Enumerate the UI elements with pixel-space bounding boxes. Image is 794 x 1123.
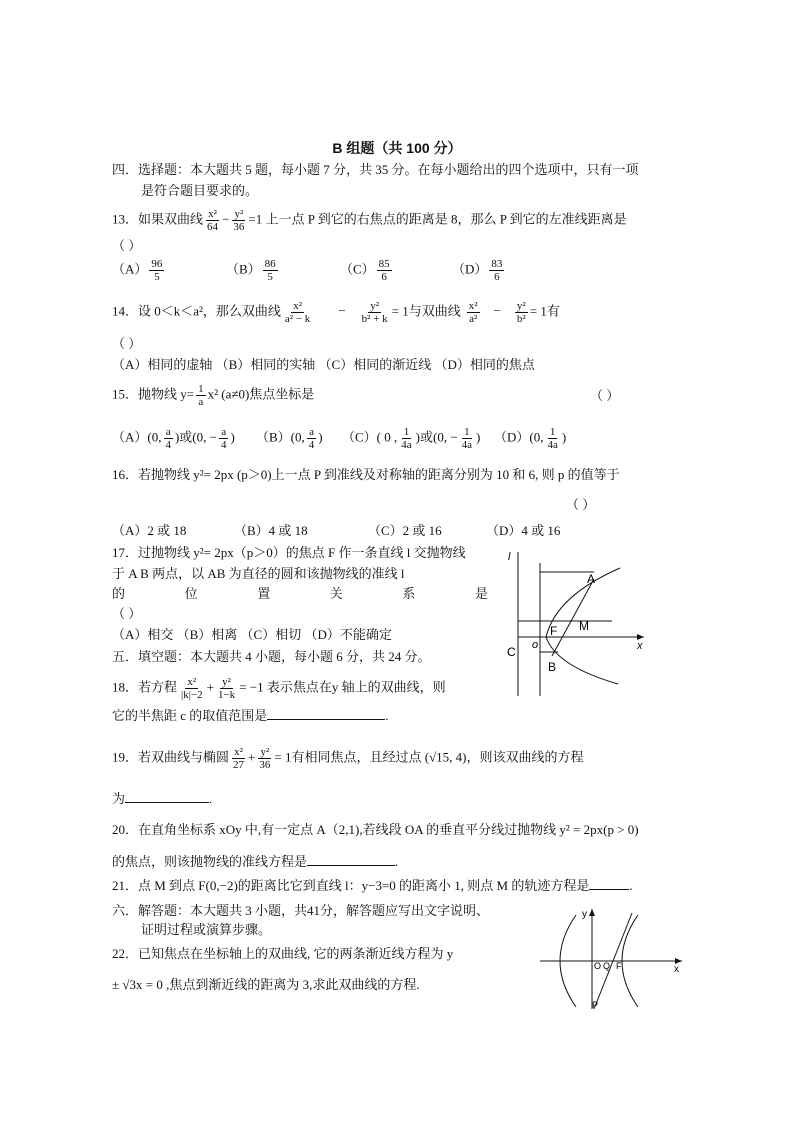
label-A: A — [587, 572, 596, 586]
label-l: l — [508, 551, 511, 563]
q13-text: =1 上一点 P 到它的右焦点的距离是 8，那么 P 到它的左准线距离是 — [248, 211, 627, 227]
q19-answer-blank[interactable] — [125, 790, 209, 803]
question-20: 20．在直角坐标系 xOy 中,有一定点 A（2,1),若线段 OA 的垂直平分线过抛物线 y² = 2px(p > 0) — [112, 822, 639, 837]
label-F: F — [550, 624, 558, 638]
q13-prefix: 13．如果双曲线 — [112, 211, 204, 227]
page-title: B 组题（共 100 分） — [332, 140, 462, 156]
q13-answer-paren: （ ） — [112, 238, 142, 253]
question-22: 22．已知焦点在坐标轴上的双曲线, 它的两条渐近线方程为 y — [112, 946, 454, 961]
question-18: 18．若方程 $\frac{\text{x²}}{|k|-2}$ + $\frac{\text{y²}}{1-k}$ = −1 表示焦点在y 轴上的双曲线，则 — [112, 676, 446, 701]
question-21: 21．点 M 到点 F(0,−2)的距离比它到直线 l：y−3=0 的距离小 1, 则点 M 的轨迹方程是 . — [112, 878, 633, 893]
section-4-heading-cont: 是符合题目要求的。 — [141, 183, 259, 198]
question-15: 15．抛物线 y= $\frac{1}{a}$ x² (a≠0)焦点坐标是 — [112, 383, 315, 408]
label-M: M — [579, 619, 589, 633]
question-17-line-2: 于 A B 两点，以 AB 为直径的圆和该抛物线的准线 l — [112, 566, 405, 581]
label-P: P — [592, 1000, 599, 1010]
q13-option-b: （B） $\frac{86}{5}$ — [226, 258, 276, 283]
q15-option-c: （C）( 0 , $\frac{1}{4a}$ )或(0, − $\frac{1}{4a}$ ) — [342, 426, 481, 451]
q16-answer-paren: （ ） — [566, 497, 596, 512]
label-y: y — [582, 909, 587, 920]
label-B: B — [548, 660, 557, 674]
q20-answer-blank[interactable] — [307, 853, 395, 866]
question-16: 16．若抛物线 y²= 2px (p＞0)上一点 P 到准线及对称轴的距离分别为 10 和 6, 则 p 的值等于 — [112, 467, 620, 482]
q15-option-a: （A）(0, $\frac{a}{4}$ )或(0, − $\frac{a}{4}$ ) — [112, 426, 235, 451]
question-20-line-2: 的焦点，则该抛物线的准线方程是 . — [112, 854, 399, 869]
section-6-heading: 六．解答题：本大题共 3 小题，共41分，解答题应写出文字说明、 — [112, 903, 490, 918]
question-22-line-2: ± √3x = 0 ,焦点到渐近线的距离为 3,求此双曲线的方程. — [112, 977, 420, 992]
section-4-heading: 四．选择题：本大题共 5 题，每小题 7 分，共 35 分。在每小题给出的四个选项中，只有一项 — [112, 162, 639, 177]
q16-option-b: （B）4 或 18 — [234, 523, 308, 538]
question-14: 14．设 0＜k＜a²，那么双曲线 $\frac{\text{x²}}{\text{a² − k}}$ − $\frac{\text{y²}}{\text{b² + k}}$ = 1与双曲线 $\frac{\text{x²}}{\text{a²}}$ − $\frac{\text{y²}}{\text{b²}}$ = 1有 — [112, 300, 560, 325]
q16-option-a: （A）2 或 18 — [112, 523, 187, 538]
q16-option-c: （C）2 或 16 — [368, 523, 442, 538]
q13-fraction-x: $\frac{\text{x²}}{64}$ — [207, 208, 219, 233]
question-18-line-2: 它的半焦距 c 的取值范围是 . — [112, 708, 389, 723]
q13-option-d: （D） $\frac{83}{6}$ — [452, 258, 503, 283]
q13-option-a: （A） $\frac{96}{5}$ — [112, 258, 163, 283]
question-13: 13．如果双曲线 $\frac{\text{x²}}{64}$ − $\frac{\text{y²}}{36}$ =1 上一点 P 到它的右焦点的距离是 8，那么 P 到它的左准线距离是 — [112, 208, 627, 233]
section-5-heading: 五．填空题：本大题共 4 小题，每小题 6 分，共 24 分。 — [112, 649, 431, 664]
q13-option-c: （C） $\frac{85}{6}$ — [340, 258, 390, 283]
label-x2: x — [674, 964, 679, 975]
q14-options: （A）相同的虚轴 （B）相同的实轴 （C）相同的渐近线 （D）相同的焦点 — [112, 357, 535, 372]
parabola-figure — [500, 548, 660, 700]
q17-options: （A）相交 （B）相离 （C）相切 （D）不能确定 — [112, 627, 392, 642]
label-Q: Q — [603, 961, 611, 971]
q15-answer-paren: （ ） — [590, 388, 620, 403]
q15-option-d: （D）(0, $\frac{1}{4a}$ ) — [494, 426, 567, 451]
hyperbola-figure — [536, 905, 686, 1013]
label-O: O — [594, 961, 602, 971]
section-6-heading-cont: 证明过程或演算步骤。 — [141, 922, 272, 937]
label-o: o — [532, 639, 539, 651]
question-19-line-2: 为 . — [112, 791, 213, 806]
label-F2: F — [616, 961, 622, 971]
q14-answer-paren: （ ） — [112, 336, 142, 351]
question-17-line-3: 的 位 置 关 系 是 — [112, 586, 488, 601]
question-17: 17．过抛物线 y²= 2px（p＞0）的焦点 F 作一条直线 l 交抛物线 — [112, 545, 466, 560]
label-C: C — [507, 645, 516, 659]
q18-answer-blank[interactable] — [267, 707, 385, 720]
q21-answer-blank[interactable] — [589, 877, 629, 890]
q13-fraction-y: $\frac{\text{y²}}{36}$ — [233, 208, 245, 233]
q16-option-d: （D）4 或 16 — [486, 523, 561, 538]
q15-option-b: （B）(0, $\frac{a}{4}$ ) — [256, 426, 323, 451]
question-19: 19．若双曲线与椭圆 $\frac{\text{x²}}{27}$ + $\frac{\text{y²}}{36}$ = 1有相同焦点，且经过点 (√15, 4)，则该双曲线的方程 — [112, 746, 584, 771]
label-x: x — [637, 640, 643, 652]
q17-answer-paren: （ ） — [112, 606, 142, 621]
